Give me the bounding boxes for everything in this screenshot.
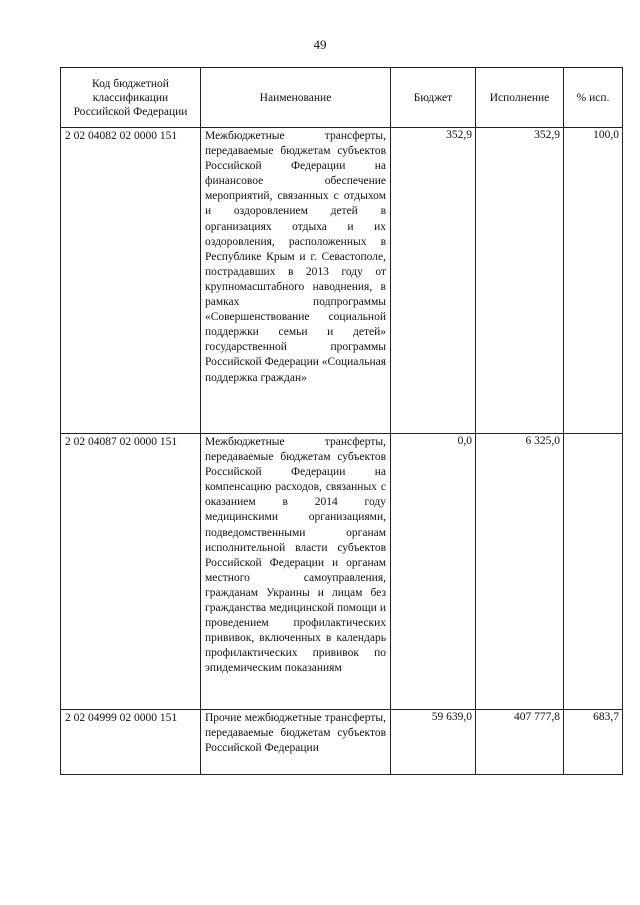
table-row bbox=[61, 710, 623, 775]
row-code: 2 02 04999 02 0000 151 bbox=[61, 710, 201, 775]
header-name: Наименование bbox=[201, 68, 391, 128]
row-percent: 100,0 bbox=[564, 128, 623, 434]
row-budget: 0,0 bbox=[391, 434, 476, 710]
row-code: 2 02 04082 02 0000 151 bbox=[61, 128, 201, 434]
row-name: Межбюджетные трансферты, передаваемые бюджетам субъектов Российской Федерации на компенсацию расходов, связанных с оказанием в 2014 году медицинскими организациями, подведомственными органам исполнительной власти субъектов Российской Федерации и органам местного самоуправления, гражданам Украины и лицам без гражданства медицинской помощи и проведением профилактических прививок, включенных в календарь профилактических прививок по эпидемическим показаниям bbox=[201, 434, 391, 710]
row-execution: 407 777,8 bbox=[476, 710, 564, 775]
table-row bbox=[61, 128, 623, 434]
row-name: Межбюджетные трансферты, передаваемые бюджетам субъектов Российской Федерации на финансовое обеспечение мероприятий, связанных с отдыхом и оздоровлением детей в организациях отдыха и их оздоровления, расположенных в Республике Крым и г. Севастополе, пострадавших в 2013 году от крупномасштабного наводнения, в рамках подпрограммы «Совершенствование социальной поддержки семьи и детей» государственной программы Российской Федерации «Социальная поддержка граждан» bbox=[201, 128, 391, 434]
header-percent: % исп. bbox=[564, 68, 623, 128]
page-number: 49 bbox=[313, 37, 327, 52]
row-percent: 683,7 bbox=[564, 710, 623, 775]
row-budget: 59 639,0 bbox=[391, 710, 476, 775]
row-execution: 352,9 bbox=[476, 128, 564, 434]
header-budget: Бюджет bbox=[391, 68, 476, 128]
header-execution: Исполнение bbox=[476, 68, 564, 128]
row-name: Прочие межбюджетные трансферты, передаваемые бюджетам субъектов Российской Федерации bbox=[201, 710, 391, 775]
header-code: Код бюджетной классификации Российской Федерации bbox=[61, 68, 201, 128]
row-budget: 352,9 bbox=[391, 128, 476, 434]
row-execution: 6 325,0 bbox=[476, 434, 564, 710]
row-percent bbox=[564, 434, 623, 710]
table-row bbox=[61, 434, 623, 710]
budget-table bbox=[60, 67, 623, 775]
row-code: 2 02 04087 02 0000 151 bbox=[61, 434, 201, 710]
table-header-row bbox=[61, 68, 623, 128]
